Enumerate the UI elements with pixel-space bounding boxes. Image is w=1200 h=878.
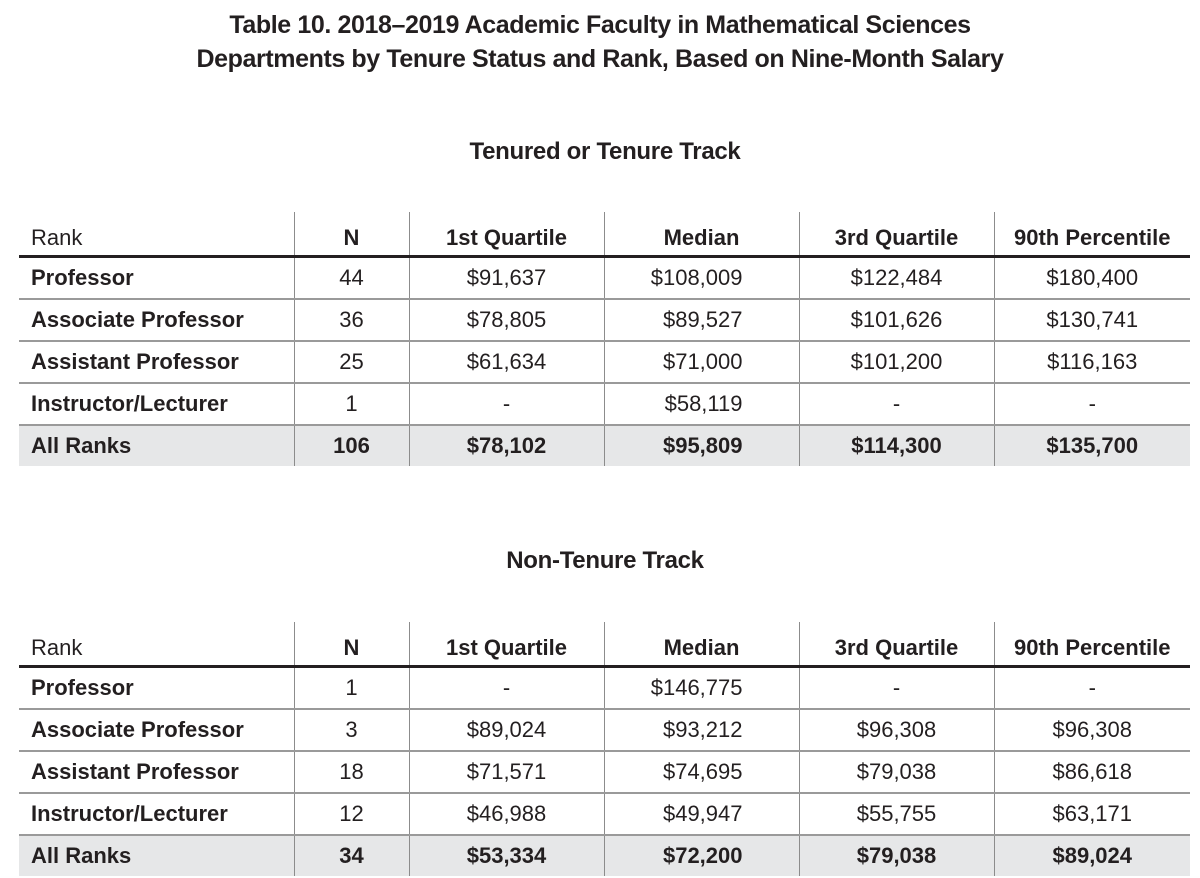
section-title-non-tenure: Non-Tenure Track [506, 547, 704, 574]
cell-rank: All Ranks [19, 425, 294, 466]
cell-1st-quartile: $91,637 [409, 257, 604, 300]
cell-rank: Professor [19, 257, 294, 300]
cell-n: 3 [294, 709, 409, 751]
column-header-3rd-quartile: 3rd Quartile [799, 212, 994, 257]
non-tenure-salary-table [19, 622, 1190, 876]
cell-n: 36 [294, 299, 409, 341]
cell-1st-quartile: - [409, 667, 604, 710]
column-header-rank: Rank [19, 622, 294, 667]
column-header-rank: Rank [19, 212, 294, 257]
cell-90th-percentile: - [994, 383, 1190, 425]
cell-90th-percentile: $86,618 [994, 751, 1190, 793]
cell-90th-percentile: $63,171 [994, 793, 1190, 835]
column-header-1st-quartile: 1st Quartile [409, 622, 604, 667]
cell-1st-quartile: $78,102 [409, 425, 604, 466]
cell-1st-quartile: $71,571 [409, 751, 604, 793]
column-header-n: N [294, 212, 409, 257]
cell-90th-percentile: $180,400 [994, 257, 1190, 300]
cell-rank: Instructor/Lecturer [19, 793, 294, 835]
cell-median: $71,000 [604, 341, 799, 383]
tenured-salary-table [19, 212, 1190, 466]
cell-90th-percentile: $116,163 [994, 341, 1190, 383]
cell-median: $49,947 [604, 793, 799, 835]
table-title [0, 8, 1200, 76]
cell-median: $89,527 [604, 299, 799, 341]
cell-3rd-quartile: $79,038 [799, 751, 994, 793]
cell-rank: Assistant Professor [19, 751, 294, 793]
cell-90th-percentile: $96,308 [994, 709, 1190, 751]
total-row [19, 835, 1190, 876]
cell-1st-quartile: $46,988 [409, 793, 604, 835]
cell-median: $72,200 [604, 835, 799, 876]
cell-rank: Assistant Professor [19, 341, 294, 383]
cell-rank: Professor [19, 667, 294, 710]
cell-median: $95,809 [604, 425, 799, 466]
cell-3rd-quartile: $55,755 [799, 793, 994, 835]
section-title-tenured: Tenured or Tenure Track [469, 138, 741, 165]
cell-3rd-quartile: $101,626 [799, 299, 994, 341]
cell-90th-percentile: - [994, 667, 1190, 710]
cell-3rd-quartile: $122,484 [799, 257, 994, 300]
table-row [19, 751, 1190, 793]
cell-rank: All Ranks [19, 835, 294, 876]
cell-3rd-quartile: $101,200 [799, 341, 994, 383]
cell-3rd-quartile: $114,300 [799, 425, 994, 466]
cell-3rd-quartile: $79,038 [799, 835, 994, 876]
table-row [19, 299, 1190, 341]
column-header-90th-percentile: 90th Percentile [994, 212, 1190, 257]
cell-1st-quartile: - [409, 383, 604, 425]
cell-n: 12 [294, 793, 409, 835]
column-header-1st-quartile: 1st Quartile [409, 212, 604, 257]
table-row [19, 793, 1190, 835]
cell-n: 106 [294, 425, 409, 466]
cell-n: 1 [294, 383, 409, 425]
cell-3rd-quartile: $96,308 [799, 709, 994, 751]
table-row [19, 257, 1190, 300]
cell-90th-percentile: $89,024 [994, 835, 1190, 876]
cell-rank: Associate Professor [19, 299, 294, 341]
cell-1st-quartile: $53,334 [409, 835, 604, 876]
cell-1st-quartile: $89,024 [409, 709, 604, 751]
cell-3rd-quartile: - [799, 667, 994, 710]
cell-median: $146,775 [604, 667, 799, 710]
column-header-median: Median [604, 622, 799, 667]
cell-rank: Associate Professor [19, 709, 294, 751]
column-header-3rd-quartile: 3rd Quartile [799, 622, 994, 667]
cell-n: 44 [294, 257, 409, 300]
header-row [19, 622, 1190, 667]
table-row [19, 341, 1190, 383]
cell-median: $58,119 [604, 383, 799, 425]
cell-3rd-quartile: - [799, 383, 994, 425]
cell-n: 18 [294, 751, 409, 793]
table-row [19, 667, 1190, 710]
table-title-line-2: Departments by Tenure Status and Rank, Based on Nine-Month Salary [196, 45, 1004, 73]
cell-n: 1 [294, 667, 409, 710]
header-row [19, 212, 1190, 257]
total-row [19, 425, 1190, 466]
column-header-median: Median [604, 212, 799, 257]
cell-90th-percentile: $135,700 [994, 425, 1190, 466]
cell-1st-quartile: $61,634 [409, 341, 604, 383]
cell-1st-quartile: $78,805 [409, 299, 604, 341]
cell-90th-percentile: $130,741 [994, 299, 1190, 341]
table-row [19, 383, 1190, 425]
cell-n: 34 [294, 835, 409, 876]
table-title-line-1: Table 10. 2018–2019 Academic Faculty in Mathematical Sciences [229, 11, 971, 39]
column-header-n: N [294, 622, 409, 667]
table-row [19, 709, 1190, 751]
cell-n: 25 [294, 341, 409, 383]
cell-median: $108,009 [604, 257, 799, 300]
cell-median: $74,695 [604, 751, 799, 793]
column-header-90th-percentile: 90th Percentile [994, 622, 1190, 667]
cell-median: $93,212 [604, 709, 799, 751]
cell-rank: Instructor/Lecturer [19, 383, 294, 425]
